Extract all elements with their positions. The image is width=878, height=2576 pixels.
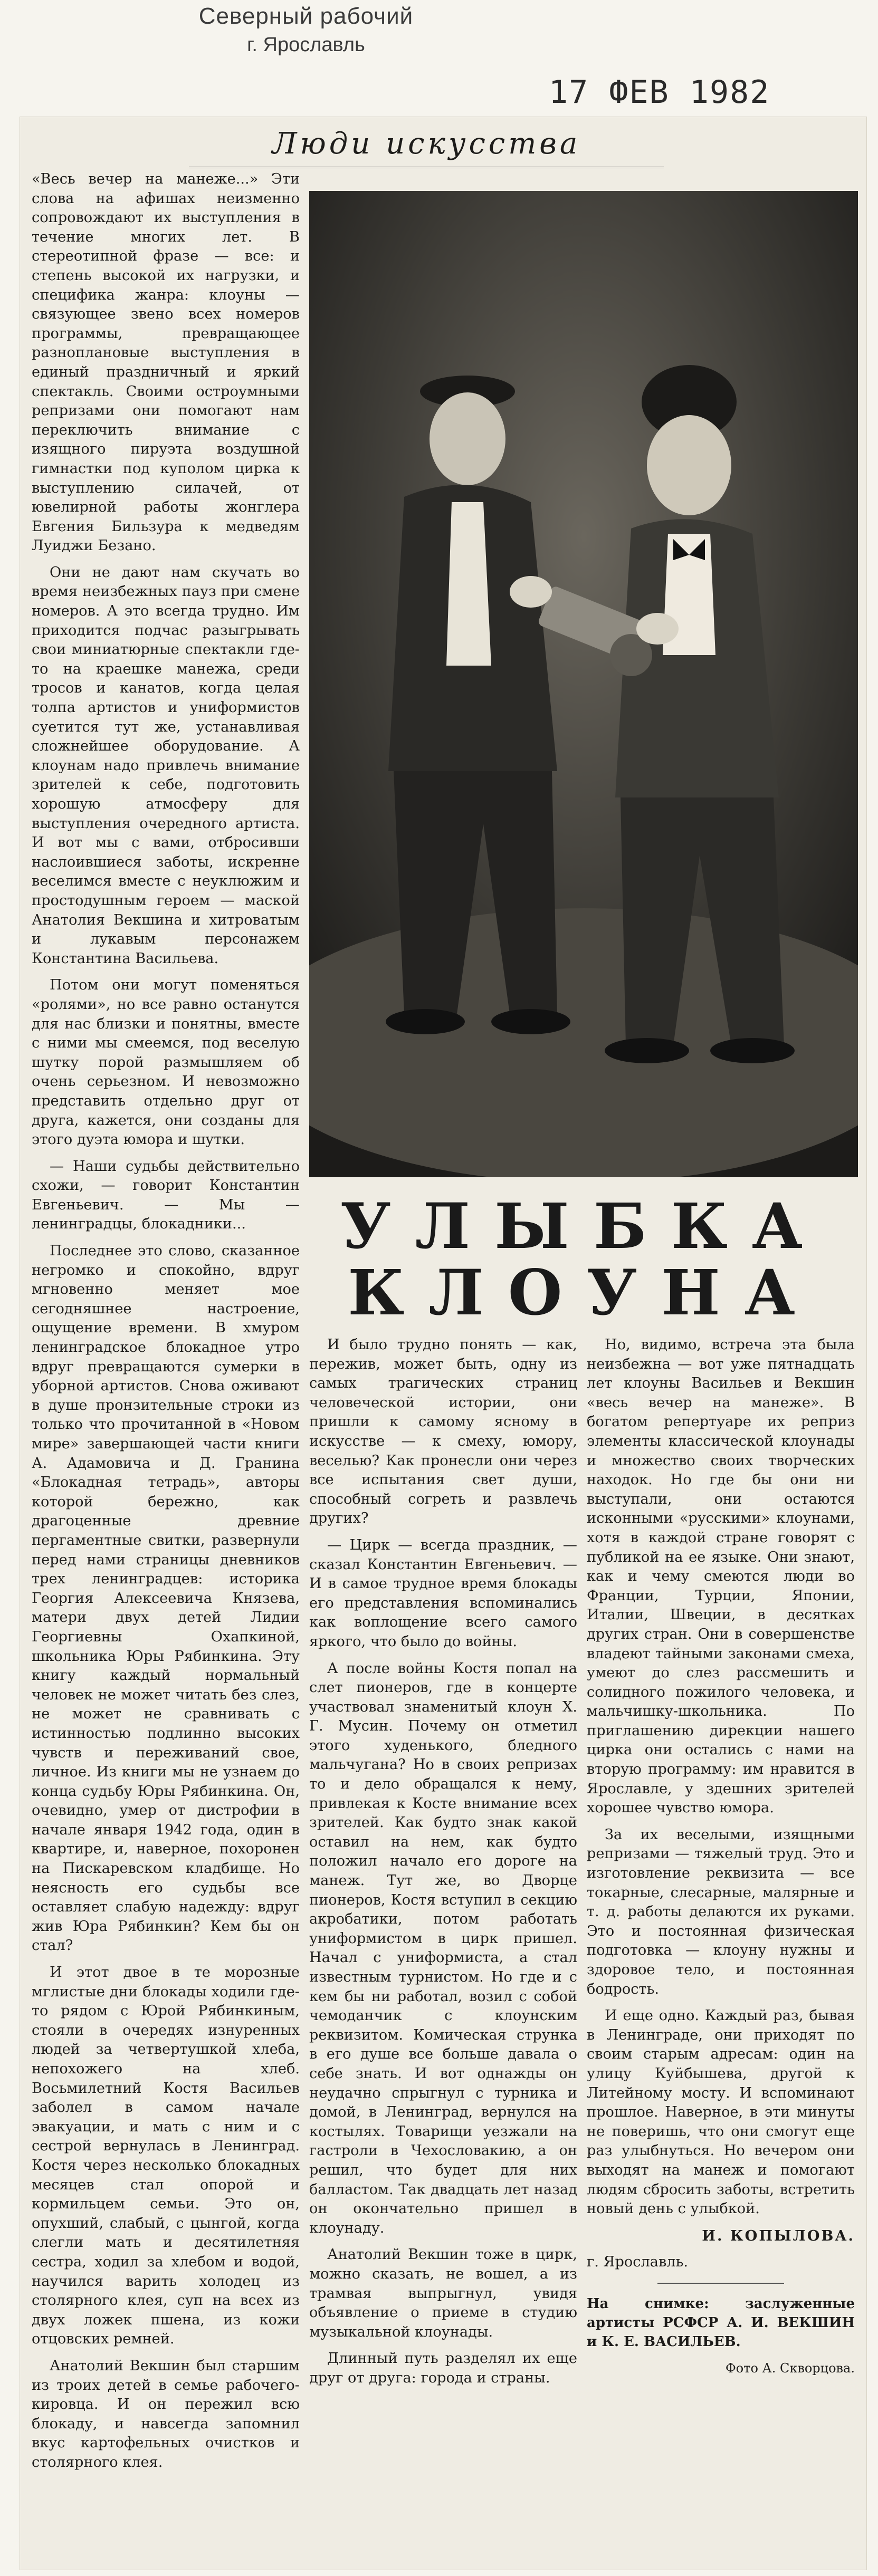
paragraph: И этот двое в те морозные мглистые дни блокады ходили где-то рядом с Юрой Рябинкиным, стояли в очередях изнуренных людей за четвертушкой хлеба, непохожего на хлеб. Восьмилетний Костя Васильев заболел в самом начале эвакуации, и мать с ним и с сестрой вернулась в Ленинград. Костя через несколько блокадных месяцев стал опорой и кормильцем семьи. Это он, опухший, слабый, с цынгой, когда слегли мать и десятилетняя сестра, ходил за хлебом и водой, научился варить холодец из столярного клея, суп на всех из двух ложек пшена, из кожи отцовских ремней.: [32, 1964, 300, 2348]
paragraph: Анатолий Векшин был старшим из троих детей в семье рабочего-кировца. И он пережил всю блокаду, и навсегда запомнил вкус картофельных очистков и столярного клея.: [32, 2357, 300, 2471]
headline-line-2: КЛОУНА: [348, 1256, 819, 1329]
paragraph: Последнее это слово, сказанное негромко и спокойно, вдруг мгновенно меняет мое сегодняшнее настроение, ощущение времени. В хмуром ленинградское блокадное утро вдруг превращаются сумерки в уборной артистов. Снова оживают в душе пронзительные строки из только что прочитанной в «Новом мире» завершающей части книги А. Адамовича и Д. Гранина «Блокадная тетрадь», авторы которой бережно, как драгоценные древние пергаментные свитки, развернули перед нами страницы дневников трех ленинградцев: историка Георгия Алексеевича Князева, матери двух детей Лидии Георгиевны Охапкиной, школьника Юры Рябинкина. Эту книгу каждый нормальный человек не может читать без слез, не может не сравнивать с истинностью подлинно высоких чувств и переживаний свое, личное. Из книги мы не узнаем до конца судьбу Юры Рябинкина. Он, очевидно, умер от дистрофии в начале января 1942 года, один в квартире, и, наверное, похоронен на Пискаревском кладбище. Но неясность его судьбы все оставляет слабую надежду: вдруг жив Юра Рябинкин? Кем бы он стал?: [32, 1243, 300, 1954]
clowns-photo: [309, 191, 858, 1177]
rubric-title: Люди искусства: [189, 127, 664, 168]
publication-stamp: [158, 3, 454, 88]
paragraph: «Весь вечер на манеже...» Эти слова на афишах неизменно сопровождают их выступления в течение многих лет. В стереотипной фразе — все: и степень высокой их нагрузки, и специфика жанра: клоуны — связующее звено всех номеров программы, превращающее разноплановые выступления в единый праздничный и яркий спектакль. Своими остроумными репризами они помогают нам переключить внимание с изящного пируэта воздушной гимнастки под куполом цирка к выступлению силачей, от ювелирной работы жонглера Евгения Бильзура к медведям Луиджи Безано.: [32, 171, 300, 554]
paragraph: Но, видимо, встреча эта была неизбежна — вот уже пятнадцать лет клоуны Васильев и Векшин «весь вечер на манеже». В богатом репертуаре их реприз элементы классической клоунады и множество своих творческих находок. Но где бы они ни выступали, они остаются исконными «русскими» клоунами, хотя в каждой стране говорят с публикой на ее языке. Они знают, как и чему смеются люди во Франции, Турции, Японии, Италии, Швеции, в десятках других стран. Они в совершенстве владеют тайными законами смеха, умеют до слез рассмешить и солидного пожилого человека, и мальчишку-школьника. По приглашению дирекции нашего цирка они остались с нами на вторую программу: им нравится в Ярославле, у здешних зрителей хорошее чувство юмора.: [587, 1337, 855, 1816]
article-place: г. Ярославль.: [587, 2254, 688, 2271]
photo-credit: Фото А. Скворцова.: [725, 2360, 855, 2376]
clowns-photo-image: [309, 191, 858, 1177]
divider: [657, 2283, 784, 2284]
photo-caption: На снимке: заслуженные артисты РСФСР А. И. ВЕКШИН и К. Е. ВАСИЛЬЕВ.: [587, 2295, 855, 2350]
paragraph: Анатолий Векшин тоже в цирк, можно сказать, не вошел, а из трамвая выпрыгнул, увидя объявление о приеме в студию музыкальной клоунады.: [309, 2246, 577, 2340]
article-column-1: [32, 170, 300, 2533]
date-stamp: 17 ФЕВ 1982: [549, 74, 770, 111]
headline-line-1: УЛЫБКА: [340, 1189, 827, 1263]
article-column-3: [587, 1335, 855, 2549]
paragraph: — Цирк — всегда праздник, — сказал Константин Евгеньевич. — И в самое трудное время блокады его представления вспоминались как воплощение всего самого яркого, что было до войны.: [309, 1536, 577, 1650]
publication-name: Северный рабочий: [198, 3, 414, 29]
publication-city: г. Ярославль: [247, 34, 365, 56]
paragraph: Потом они могут поменяться «ролями», но все равно останутся для нас близки и понятны, вместе с ними мы смеемся, под веселую шутку порой размышляем об очень серьезном. И невозможно представить отдельно друг от друга, кажется, они созданы для этого дуэта юмора и шутки.: [32, 977, 300, 1148]
paragraph: За их веселыми, изящными репризами — тяжелый труд. Это и изготовление реквизита — все токарные, слесарные, малярные и т. д. работы делаются их руками. Это и постоянная физическая подготовка — клоуну нужны и здоровое тело, и постоянная бодрость.: [587, 1826, 855, 1997]
article-author: И. КОПЫЛОВА.: [702, 2227, 855, 2244]
paragraph: И было трудно понять — как, пережив, может быть, одну из самых трагических страниц человеческой истории, они пришли к самому ясному в искусстве — к смеху, юмору, веселью? Как пронесли они через все испытания свет души, способный согреть и развлечь других?: [309, 1337, 577, 1527]
article-column-2: [309, 1335, 577, 2496]
paragraph: А после войны Костя попал на слет пионеров, где в концерте участвовал знаменитый клоун Х. Г. Мусин. Почему он отметил этого худенького, бледного мальчугана? Но в своих репризах то и дело обращался к нему, привлекая к Косте внимание всех зрителей. Как будто знак какой оставил на нем, как будто положил начало его дороге на манеж. Тут же, во Дворце пионеров, Костя вступил в секцию акробатики, потом работать униформистом в цирк пришел. Начал с униформиста, а стал известным турнистом. Но где и с кем бы ни работал, возил с собой чемоданчик с клоунским реквизитом. Комическая струнка в его душе все больше давала о себе знать. И вот однажды он неудачно спрыгнул с турника и домой, в Ленинград, вернулся на костылях. Товарищи уезжали на гастроли в Чехословакию, а он решил, что будет для них балластом. Так двадцать лет назад он окончательно пришел в клоунаду.: [309, 1660, 577, 2236]
paragraph: — Наши судьбы действительно схожи, — говорит Константин Евгеньевич. — Мы — ленинградцы, блокадники...: [32, 1158, 300, 1233]
paragraph: И еще одно. Каждый раз, бывая в Ленинграде, они приходят по своим старым адресам: один на улицу Куйбышева, другой к Литейному мосту. И вспоминают прошлое. Наверное, в эти минуты не поверишь, что они смогут еще раз улыбнуться. Но вечером они выходят на манеж и помогают людям сбросить заботы, встретить новый день с улыбкой.: [587, 2007, 855, 2217]
article-headline: [309, 1189, 858, 1330]
paragraph: Длинный путь разделял их еще друг от друга: города и страны.: [309, 2350, 577, 2386]
paragraph: Они не дают нам скучать во время неизбежных пауз при смене номеров. А это всегда трудно. Им приходится подчас разыгрывать свои миниатюрные спектакли где-то на краешке манежа, среди тросов и канатов, когда целая толпа артистов и униформистов суетится тут же, устанавливая сложнейшее оборудование. А клоунам надо привлечь внимание зрителей к себе, подготовить хорошую атмосферу для выступления очередного артиста. И вот мы с вами, отбросивши наслоившиеся заботы, искренне веселимся вместе с неуклюжим и простодушным героем — маской Анатолия Векшина и хитроватым и лукавым персонажем Константина Васильева.: [32, 564, 300, 967]
newspaper-clipping: [20, 117, 866, 2570]
